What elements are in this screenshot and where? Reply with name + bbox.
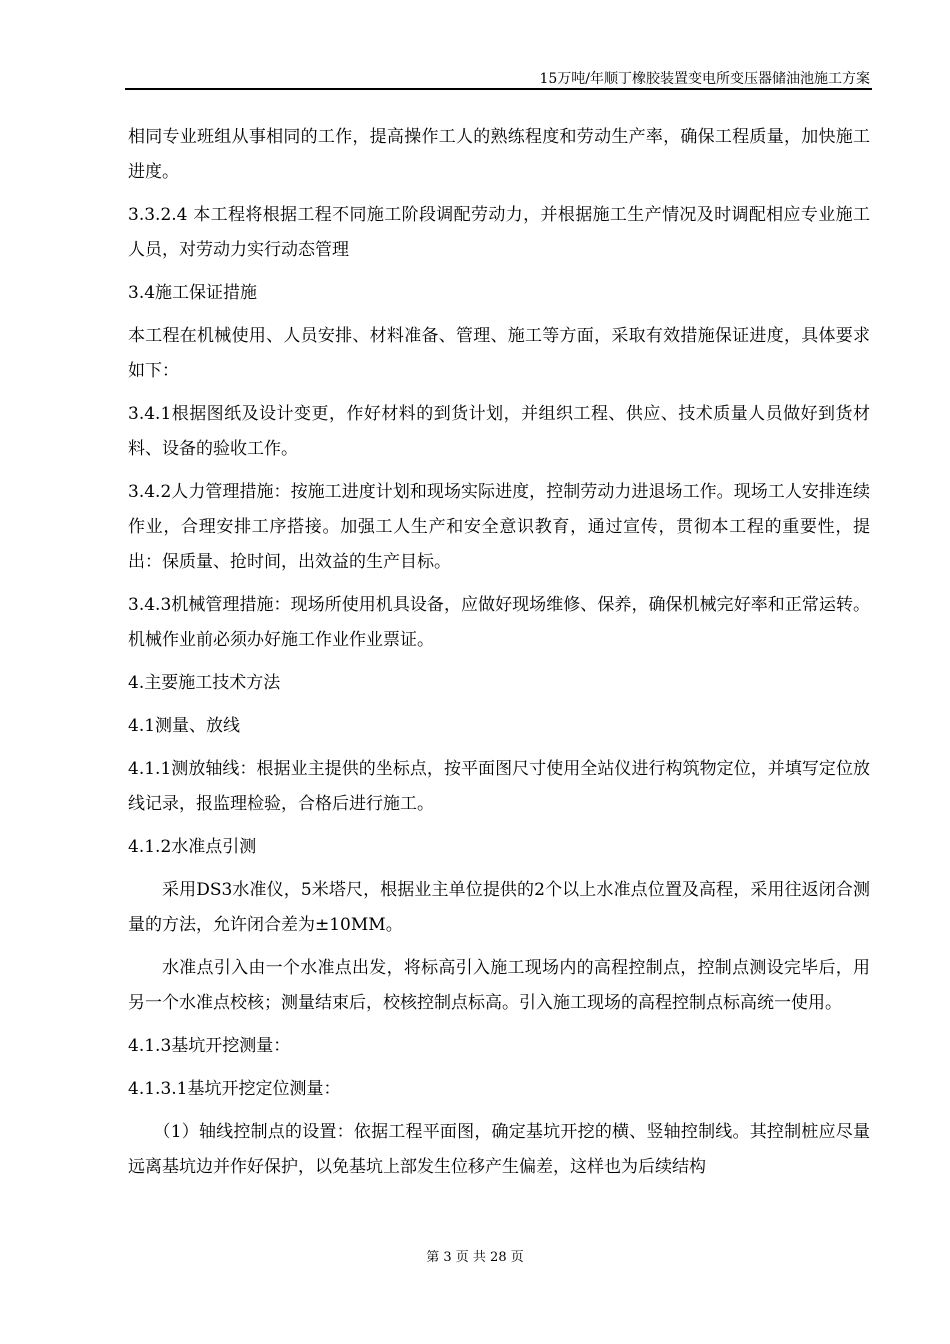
- paragraph-benchmark-transfer: 水准点引入由一个水准点出发，将标高引入施工现场内的高程控制点，控制点测设完毕后，用另一个水准点校核；测量结束后，校核控制点标高。引入施工现场的高程控制点标高统一使用。: [128, 958, 870, 1013]
- section-heading-3-4: 3.4施工保证措施: [128, 283, 258, 303]
- paragraph-axis-control: （1）轴线控制点的设置：依据工程平面图，确定基坑开挖的横、竖轴控制线。其控制桩应尽量远离基坑边并作好保护，以免基坑上部发生位移产生偏差，这样也为后续结构: [128, 1122, 870, 1177]
- paragraph-3-4-2: 3.4.2人力管理措施：按施工进度计划和现场实际进度，控制劳动力进退场工作。现场工人安排连续作业，合理安排工序搭接。加强工人生产和安全意识教育，通过宣传，贯彻本工程的重要性，提出：保质量、抢时间，出效益的生产目标。: [128, 482, 870, 572]
- section-heading-4-1: 4.1测量、放线: [128, 716, 241, 736]
- page-number-footer: 第 3 页 共 28 页: [426, 1250, 524, 1265]
- paragraph-4-1-1: 4.1.1测放轴线：根据业主提供的坐标点，按平面图尺寸使用全站仪进行构筑物定位，并填写定位放线记录，报监理检验，合格后进行施工。: [128, 759, 870, 814]
- paragraph-1: 相同专业班组从事相同的工作，提高操作工人的熟练程度和劳动生产率，确保工程质量，加快施工进度。: [128, 127, 870, 182]
- paragraph-2: 3.3.2.4 本工程将根据工程不同施工阶段调配劳动力，并根据施工生产情况及时调配相应专业施工人员，对劳动力实行动态管理: [128, 205, 870, 260]
- header-rule: [125, 88, 872, 90]
- paragraph-3-4-1: 3.4.1根据图纸及设计变更，作好材料的到货计划，并组织工程、供应、技术质量人员做好到货材料、设备的验收工作。: [128, 404, 870, 459]
- section-heading-4-1-3: 4.1.3基坑开挖测量：: [128, 1036, 291, 1056]
- page-header-title: 15万吨/年顺丁橡胶装置变电所变压器储油池施工方案: [539, 71, 870, 87]
- section-heading-4-1-3-1: 4.1.3.1基坑开挖定位测量：: [128, 1079, 341, 1099]
- document-body: [128, 120, 870, 1193]
- paragraph-4: 本工程在机械使用、人员安排、材料准备、管理、施工等方面，采取有效措施保证进度，具体要求如下：: [128, 326, 870, 381]
- paragraph-3-4-3: 3.4.3机械管理措施：现场所使用机具设备，应做好现场维修、保养，确保机械完好率和正常运转。机械作业前必须办好施工作业作业票证。: [128, 595, 870, 650]
- section-heading-4: 4.主要施工技术方法: [128, 673, 281, 693]
- paragraph-leveling-instrument: 采用DS3水准仪，5米塔尺，根据业主单位提供的2个以上水准点位置及高程，采用往返闭合测量的方法，允许闭合差为±10MM。: [128, 880, 870, 935]
- section-heading-4-1-2: 4.1.2水准点引测: [128, 837, 257, 857]
